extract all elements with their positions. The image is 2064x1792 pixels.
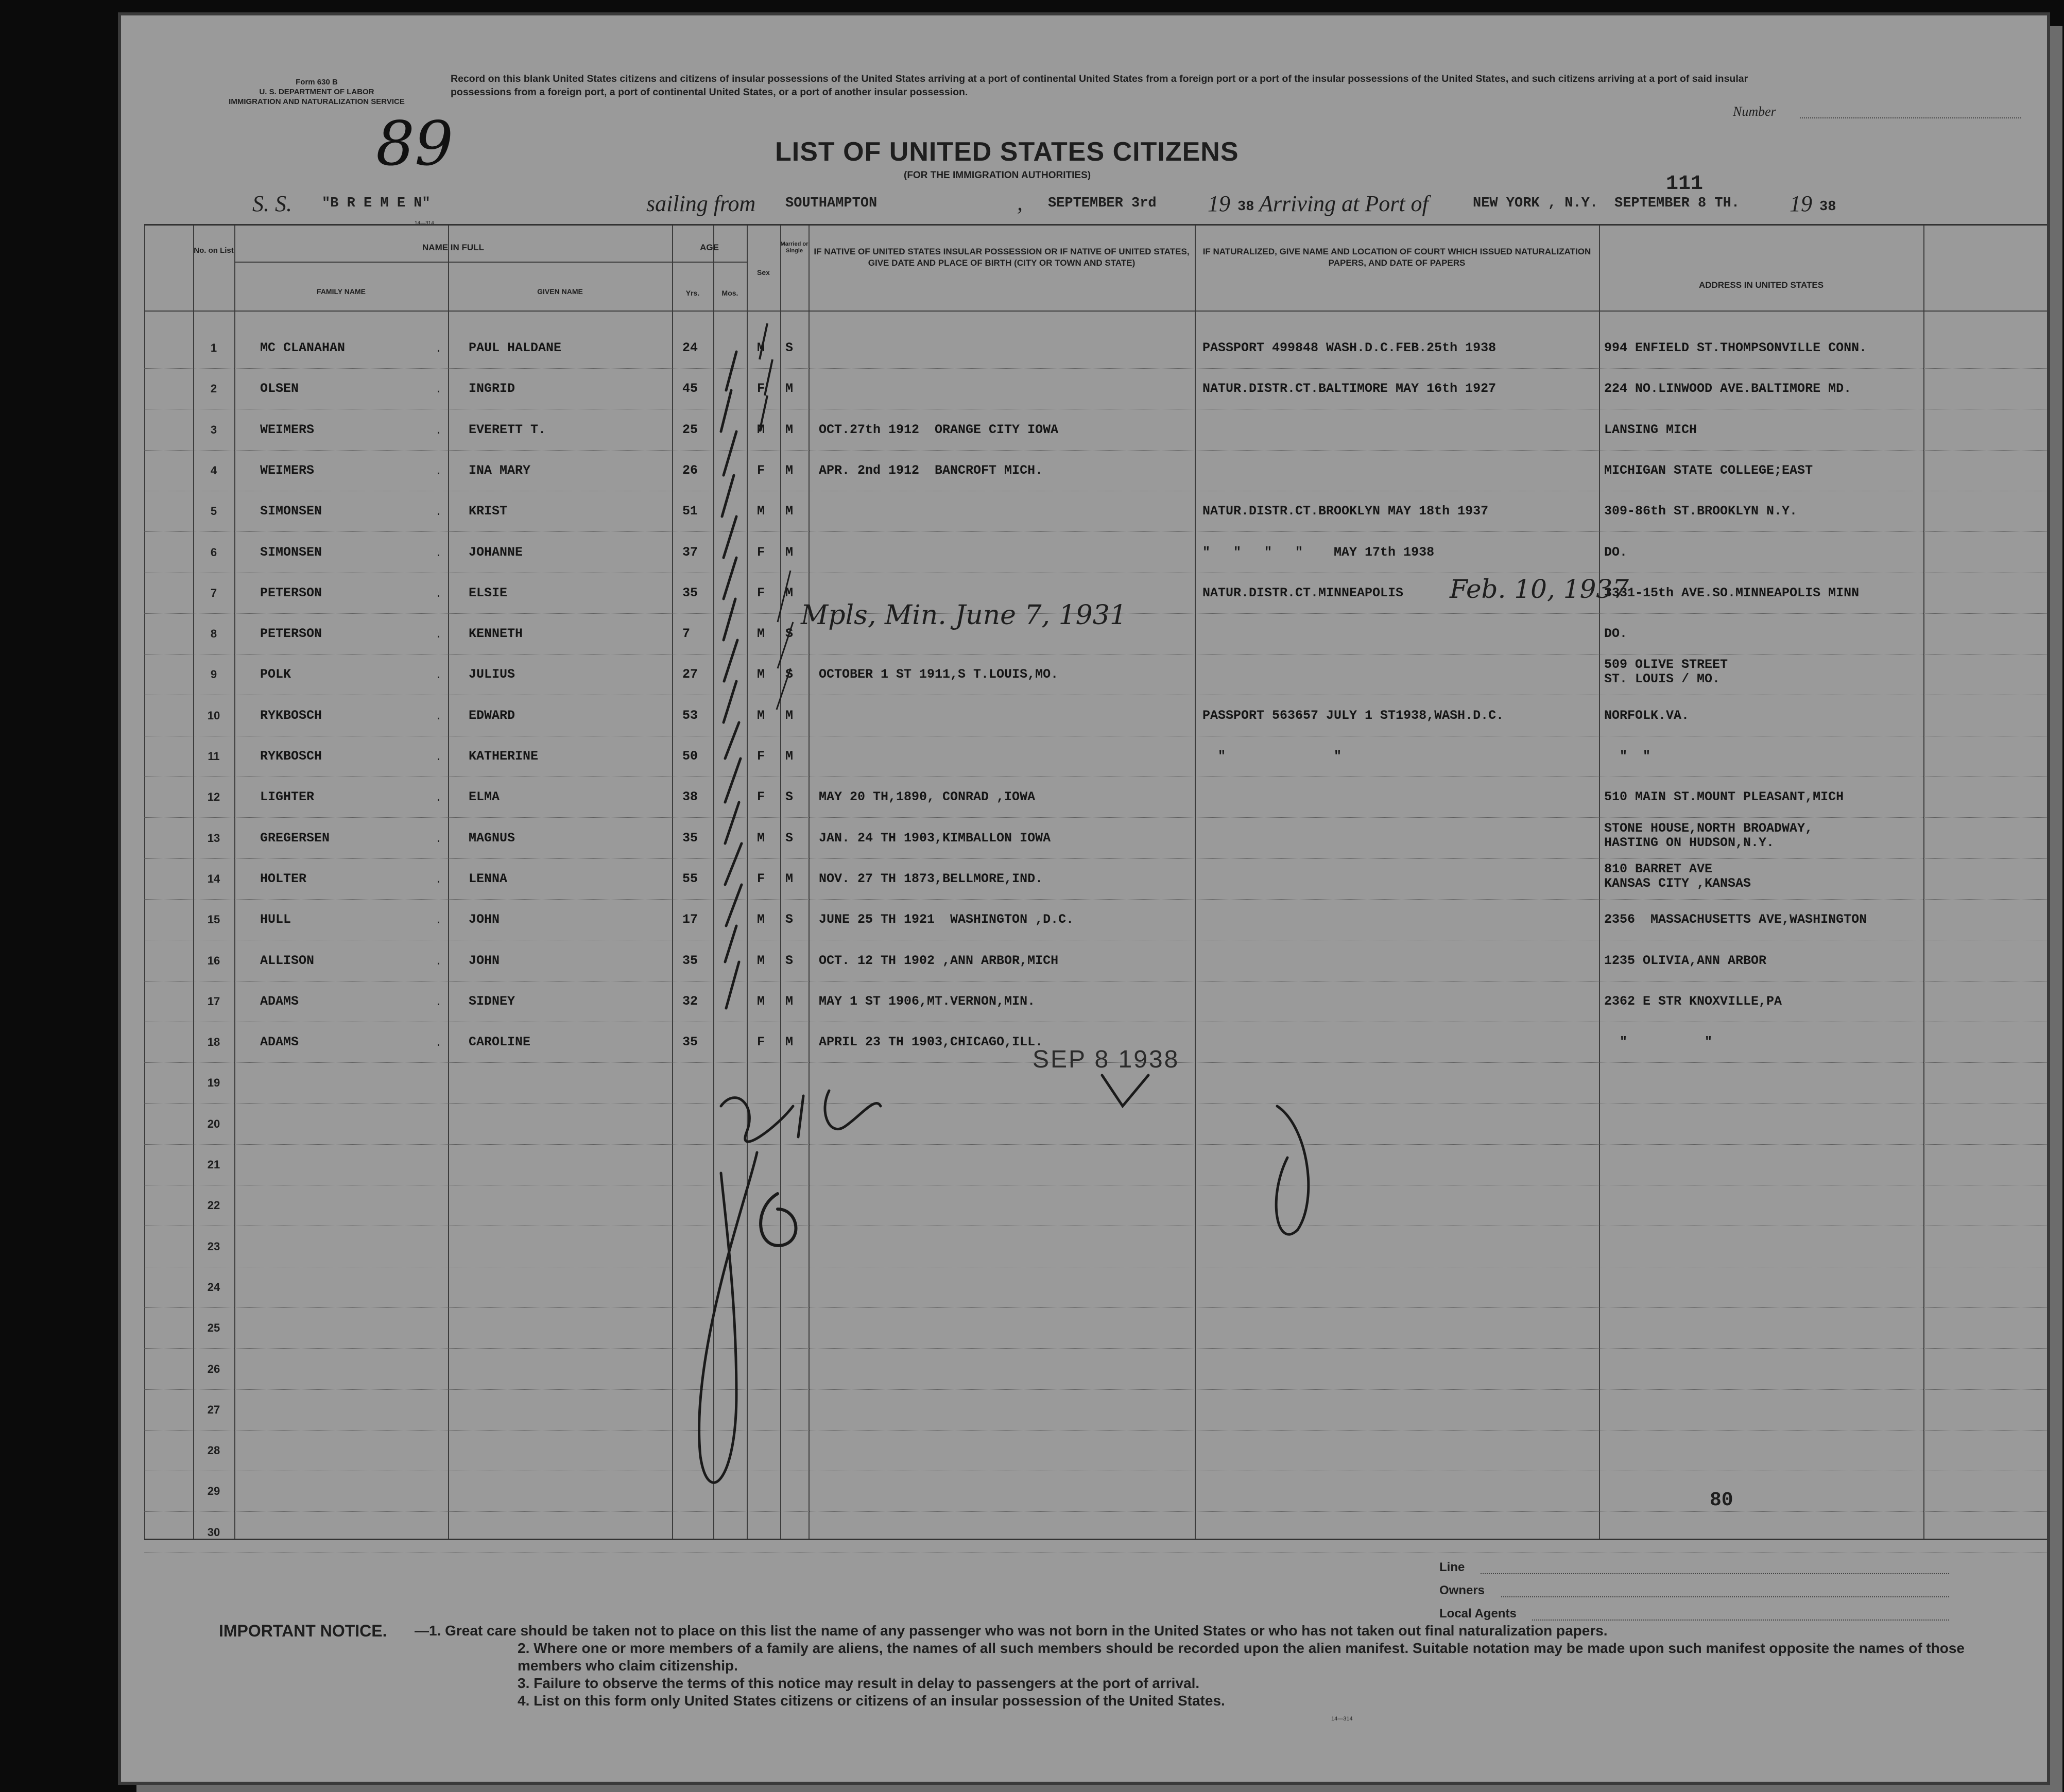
address-cell: 309-86th ST.BROOKLYN N.Y.	[1604, 504, 1798, 519]
separator-dot: .	[435, 628, 442, 642]
given-name-cell: SIDNEY	[469, 993, 515, 1009]
tick-mark	[760, 323, 772, 432]
family-name-cell: HOLTER	[260, 871, 307, 886]
address-cell: 509 OLIVE STREET ST. LOUIS / MO.	[1604, 657, 1728, 687]
header-married: Married or Single	[780, 241, 809, 254]
address-cell: " "	[1604, 1035, 1713, 1050]
birth-cell: APRIL 23 TH 1903,CHICAGO,ILL.	[819, 1035, 1043, 1050]
sex-cell: M	[757, 422, 765, 437]
given-name-cell: KATHERINE	[469, 749, 539, 764]
age-years-cell: 35	[682, 953, 698, 968]
age-years-cell: 38	[682, 789, 698, 805]
marital-status-cell: M	[785, 585, 794, 600]
birth-cell: MAY 1 ST 1906,MT.VERNON,MIN.	[819, 993, 1036, 1009]
check-mark	[724, 681, 736, 722]
sex-cell: M	[757, 830, 765, 846]
family-name-cell: OLSEN	[260, 381, 299, 397]
header-naturalized: IF NATURALIZED, GIVE NAME AND LOCATION OF COURT WHICH ISSUED NATURALIZATION PAPERS, AND DATE OF PAPERS	[1202, 247, 1591, 268]
sex-cell: M	[757, 667, 765, 682]
notice-item-2: 2. Where one or more members of a family are aliens, the names of all such members should be recorded upon the alien manifest. Suitable notation may be made upon such manifest opposite the names of those members who claim citizenship.	[518, 1640, 1965, 1674]
separator-dot: .	[435, 1037, 442, 1050]
sex-cell: M	[757, 626, 765, 642]
manifest-table	[144, 224, 2047, 1540]
signature-loop	[1276, 1106, 1309, 1234]
given-name-cell: INA MARY	[469, 462, 531, 478]
marital-status-cell: M	[785, 422, 794, 437]
header-name-in-full: NAME IN FULL	[422, 243, 484, 252]
sex-cell: F	[757, 789, 765, 805]
sex-cell: F	[757, 544, 765, 560]
row-number: 19	[207, 1076, 220, 1090]
age-years-cell: 27	[682, 667, 698, 682]
row-number: 26	[207, 1362, 220, 1375]
check-mark	[726, 352, 736, 390]
row-number: 22	[207, 1199, 220, 1212]
arrival-year-prefix: 19	[1790, 191, 1812, 216]
row-number: 11	[208, 750, 220, 763]
separator-dot: .	[435, 669, 442, 682]
service-name: IMMIGRATION AND NATURALIZATION SERVICE	[229, 97, 405, 106]
notice-item-1: —1. Great care should be taken not to place on this list the name of any passenger who was not born in the United States or who has not taken out final naturalization papers.	[415, 1623, 1608, 1639]
given-name-cell: PAUL HALDANE	[469, 340, 562, 355]
header-no-on-list: No. on List	[194, 246, 234, 255]
given-name-cell: JULIUS	[469, 667, 515, 682]
stamped-number: 111	[1666, 173, 1704, 196]
number-line	[1800, 117, 2021, 118]
header-sex: Sex	[757, 268, 770, 277]
owners-label: Owners	[1439, 1583, 1485, 1597]
naturalization-cell: PASSPORT 563657 JULY 1 ST1938,WASH.D.C.	[1202, 708, 1504, 723]
birth-cell: OCTOBER 1 ST 1911,S T.LOUIS,MO.	[819, 667, 1059, 682]
sex-cell: F	[757, 381, 765, 397]
handwritten-list-number: 89	[376, 108, 454, 179]
given-name-cell: LENNA	[469, 871, 508, 886]
separator-dot: .	[435, 914, 442, 927]
age-years-cell: 35	[682, 830, 698, 846]
birth-cell: OCT.27th 1912 ORANGE CITY IOWA	[819, 422, 1059, 437]
separator-dot: .	[435, 791, 442, 805]
address-cell: 994 ENFIELD ST.THOMPSONVILLE CONN.	[1604, 340, 1867, 355]
birth-cell: MAY 20 TH,1890, CONRAD ,IOWA	[819, 789, 1036, 805]
row-number: 14	[207, 872, 220, 885]
number-label: Number	[1733, 104, 1776, 119]
page-number: 80	[1710, 1489, 1733, 1511]
departure-year: 38	[1237, 199, 1254, 215]
departure-date: SEPTEMBER 3rd	[1048, 196, 1157, 211]
address-cell: DO.	[1604, 626, 1628, 642]
age-years-cell: 17	[682, 912, 698, 927]
ship-name: "B R E M E N"	[322, 196, 431, 211]
age-years-cell: 51	[682, 504, 698, 519]
row-number: 5	[210, 505, 217, 518]
separator-dot: .	[435, 383, 442, 397]
line-label: Line	[1439, 1560, 1465, 1574]
row-number: 20	[207, 1117, 220, 1130]
naturalization-cell: " " " " MAY 17th 1938	[1202, 544, 1435, 560]
age-years-cell: 35	[682, 585, 698, 600]
birth-cell: JUNE 25 TH 1921 WASHINGTON ,D.C.	[819, 912, 1074, 927]
given-name-cell: KRIST	[469, 504, 508, 519]
check-mark	[722, 475, 734, 516]
age-years-cell: 26	[682, 462, 698, 478]
row-number: 25	[207, 1321, 220, 1335]
age-years-cell: 32	[682, 993, 698, 1009]
given-name-cell: JOHANNE	[469, 544, 523, 560]
sex-cell: F	[757, 585, 765, 600]
row-number: 17	[207, 994, 220, 1008]
separator-dot: .	[435, 751, 442, 764]
family-name-cell: GREGERSEN	[260, 830, 330, 846]
header-months: Mos.	[721, 289, 738, 297]
row-number: 8	[210, 627, 217, 641]
family-name-cell: RYKBOSCH	[260, 749, 322, 764]
check-mark	[724, 432, 736, 475]
check-mark	[724, 599, 735, 640]
row-number: 2	[210, 382, 217, 395]
arriving-label: Arriving at Port of	[1259, 191, 1429, 216]
header-family-name: FAMILY NAME	[317, 287, 366, 296]
row-number: 6	[210, 545, 217, 559]
check-mark	[724, 516, 736, 558]
age-years-cell: 7	[682, 626, 691, 642]
arrival-stamp: SEP 8 1938	[1033, 1046, 1180, 1073]
row-number: 13	[207, 831, 220, 845]
marital-status-cell: M	[785, 993, 794, 1009]
marital-status-cell: M	[785, 1035, 794, 1050]
naturalization-cell: NATUR.DISTR.CT.MINNEAPOLIS	[1202, 585, 1404, 600]
naturalization-cell: " "	[1202, 749, 1342, 764]
row-number: 28	[207, 1444, 220, 1457]
sex-cell: M	[757, 953, 765, 968]
age-years-cell: 37	[682, 544, 698, 560]
family-name-cell: POLK	[260, 667, 291, 682]
ruler-dot	[762, 473, 772, 483]
check-mark	[726, 962, 739, 1008]
row-number: 24	[207, 1280, 220, 1294]
sex-cell: M	[757, 912, 765, 927]
birth-cell: APR. 2nd 1912 BANCROFT MICH.	[819, 462, 1043, 478]
record-instructions: Record on this blank United States citizens and citizens of insular possessions of the United States arriving at a port of continental United States from a foreign port or a port of the insular possessions of the United States, and such citizens arriving at a port of said insular possessions from a foreign port, a port of continental United States, or a port of another insular possession.	[451, 73, 1748, 98]
row-number: 29	[207, 1485, 220, 1498]
page-title: LIST OF UNITED STATES CITIZENS	[775, 137, 1239, 167]
check-mark	[725, 843, 742, 885]
check-mark	[725, 759, 741, 802]
given-name-cell: EDWARD	[469, 708, 515, 723]
sex-cell: F	[757, 1035, 765, 1050]
form-number: Form 630 B	[296, 78, 338, 87]
family-name-cell: SIMONSEN	[260, 504, 322, 519]
row-number: 4	[210, 463, 217, 477]
address-cell: 3331-15th AVE.SO.MINNEAPOLIS MINN	[1604, 585, 1860, 600]
marital-status-cell: M	[785, 462, 794, 478]
given-name-cell: MAGNUS	[469, 830, 515, 846]
sex-cell: F	[757, 749, 765, 764]
family-name-cell: WEIMERS	[260, 422, 315, 437]
marital-status-cell: M	[785, 749, 794, 764]
address-cell: LANSING MICH	[1604, 422, 1697, 437]
notice-item-3: 3. Failure to observe the terms of this notice may result in delay to passengers at the port of arrival.	[518, 1675, 1200, 1691]
sex-cell: M	[757, 708, 765, 723]
sex-cell: F	[757, 871, 765, 886]
header-age: AGE	[700, 243, 719, 252]
given-name-cell: JOHN	[469, 953, 500, 968]
row-number: 16	[207, 954, 220, 967]
line-field	[1481, 1573, 1949, 1574]
department-name: U. S. DEPARTMENT OF LABOR	[259, 88, 374, 96]
separator-dot: .	[435, 424, 442, 437]
row-number: 1	[210, 341, 217, 354]
address-cell: NORFOLK.VA.	[1604, 708, 1690, 723]
check-mark	[724, 640, 737, 681]
arrival-year: 38	[1819, 199, 1836, 215]
given-name-cell: ELMA	[469, 789, 500, 805]
birth-cell: NOV. 27 TH 1873,BELLMORE,IND.	[819, 871, 1043, 886]
address-cell: 1235 OLIVIA,ANN ARBOR	[1604, 953, 1767, 968]
footer-code: 14—314	[1331, 1716, 1353, 1722]
age-years-cell: 53	[682, 708, 698, 723]
family-name-cell: ADAMS	[260, 1035, 299, 1050]
separator-dot: .	[435, 873, 442, 886]
bracket-marks	[736, 1188, 819, 1405]
header-given-name: GIVEN NAME	[537, 287, 583, 296]
owners-field	[1501, 1596, 1949, 1597]
header-address: ADDRESS IN UNITED STATES	[1698, 280, 1824, 290]
family-name-cell: HULL	[260, 912, 291, 927]
arrival-date: SEPTEMBER 8 TH.	[1614, 196, 1740, 211]
row-number: 3	[210, 423, 217, 436]
header-years: Yrs.	[685, 289, 700, 297]
family-name-cell: SIMONSEN	[260, 544, 322, 560]
marital-status-cell: M	[785, 871, 794, 886]
row-number: 12	[207, 790, 220, 804]
local-agents-label: Local Agents	[1439, 1607, 1517, 1621]
row-number: 27	[207, 1403, 220, 1416]
sex-cell: M	[757, 340, 765, 355]
separator-dot: .	[435, 464, 442, 478]
row-number: 18	[207, 1036, 220, 1049]
address-cell: 2362 E STR KNOXVILLE,PA	[1604, 993, 1782, 1009]
age-years-cell: 45	[682, 381, 698, 397]
form-reference	[198, 77, 435, 107]
marital-status-cell: S	[785, 830, 794, 846]
handwritten-naturalization-date: Feb. 10, 1937	[1450, 574, 1629, 604]
check-mark	[725, 926, 736, 962]
marital-status-cell: S	[785, 667, 794, 682]
separator-dot: .	[435, 955, 442, 968]
given-name-cell: CAROLINE	[469, 1035, 531, 1050]
marital-status-cell: M	[785, 544, 794, 560]
row-number: 7	[210, 586, 217, 599]
family-name-cell: MC CLANAHAN	[260, 340, 346, 355]
marital-status-cell: S	[785, 340, 794, 355]
family-name-cell: WEIMERS	[260, 462, 315, 478]
local-agents-field	[1532, 1619, 1949, 1621]
separator-dot: .	[435, 587, 442, 600]
address-cell: STONE HOUSE,NORTH BROADWAY, HASTING ON HUDSON,N.Y.	[1604, 820, 1813, 850]
given-name-cell: ELSIE	[469, 585, 508, 600]
address-cell: 224 NO.LINWOOD AVE.BALTIMORE MD.	[1604, 381, 1852, 397]
handwritten-birthplace: Mpls, Min. June 7, 1931	[801, 600, 1127, 631]
check-mark	[724, 558, 736, 599]
marital-status-cell: M	[785, 381, 794, 397]
separator-dot: .	[435, 832, 442, 846]
birth-cell: JAN. 24 TH 1903,KIMBALLON IOWA	[819, 830, 1051, 846]
marital-status-cell: S	[785, 789, 794, 805]
naturalization-cell: NATUR.DISTR.CT.BROOKLYN MAY 18th 1937	[1202, 504, 1489, 519]
address-cell: 2356 MASSACHUSETTS AVE,WASHINGTON	[1604, 912, 1867, 927]
page-subtitle: (FOR THE IMMIGRATION AUTHORITIES)	[904, 170, 1091, 181]
sex-cell: F	[757, 462, 765, 478]
check-mark	[725, 722, 739, 759]
ss-label: S. S.	[252, 191, 292, 216]
printer-code: 14—314	[415, 220, 434, 226]
family-name-cell: PETERSON	[260, 585, 322, 600]
separator-dot: .	[435, 506, 442, 519]
row-number: 21	[207, 1158, 220, 1171]
given-name-cell: KENNETH	[469, 626, 523, 642]
age-years-cell: 24	[682, 340, 698, 355]
marital-status-cell: M	[785, 708, 794, 723]
address-cell: 810 BARRET AVE KANSAS CITY ,KANSAS	[1604, 861, 1751, 891]
family-name-cell: ADAMS	[260, 993, 299, 1009]
age-years-cell: 25	[682, 422, 698, 437]
given-name-cell: JOHN	[469, 912, 500, 927]
family-name-cell: PETERSON	[260, 626, 322, 642]
departure-port: SOUTHAMPTON	[785, 196, 878, 211]
row-number: 10	[207, 709, 220, 722]
address-cell: DO.	[1604, 544, 1628, 560]
age-years-cell: 55	[682, 871, 698, 886]
arrival-port: NEW YORK , N.Y.	[1473, 196, 1598, 211]
check-mark	[725, 802, 739, 843]
age-years-cell: 50	[682, 749, 698, 764]
separator-dot: .	[435, 710, 442, 723]
row-number: 15	[207, 913, 220, 926]
departure-year-prefix: 19	[1208, 191, 1230, 216]
address-cell: MICHIGAN STATE COLLEGE;EAST	[1604, 462, 1813, 478]
notice-item-4: 4. List on this form only United States citizens or citizens of an insular possession of the United States.	[518, 1693, 1225, 1709]
marital-status-cell: S	[785, 912, 794, 927]
check-mark	[726, 885, 742, 926]
family-name-cell: LIGHTER	[260, 789, 315, 805]
given-name-cell: INGRID	[469, 381, 515, 397]
address-cell: 510 MAIN ST.MOUNT PLEASANT,MICH	[1604, 789, 1844, 805]
notice-label: IMPORTANT NOTICE.	[219, 1622, 387, 1640]
check-mark	[721, 390, 731, 432]
signature-stroke	[1102, 1075, 1148, 1106]
separator-dot: .	[435, 342, 442, 355]
manifest-page: Form 630 B U. S. DEPARTMENT OF LABOR IMMIGRATION AND NATURALIZATION SERVICE Record on this blank United States citizens and citizens of insular possessions of the United States arriving at a port of continental United States from a foreign port or a port of the insular possessions of the United States, and such citizens arriving at a port of said insular possessions from a foreign port, a port of continental United States, or a port of another insular possession. Number 89 LIST OF UNITED STATES CITIZENS (FOR THE IMMIGRATION AUTHORITIES) 111 S. S. "B R E M E N" sailing from SOUTHAMPTON , SEPTEMBER 3rd 19 38 Arriving at Port of NEW YORK , N.Y. SEPTEMBER 8 TH. 19 38 14—314 No. on List NAME IN FULL FAMILY NAME GIVEN NAME AGE Yrs. Mos. Sex Married or Single IF NATIVE OF UNITED STATES INSULAR POSSESSION OR IF NATIVE OF UNITED STATES, GIVE DATE AND PLACE OF BIRTH (CITY OR TOWN AND STATE) IF NATURALIZED, GIVE NAME AND LOCATION OF COURT WHICH ISSUED NATURALIZATION PAPERS, AND DATE OF PAPERS ADDRESS IN UNITED STATES 1 MC CLANAHAN PAUL HALDANE 24 M S PASSPORT 499848 WASH.D.C.FEB.25th 1938 994 ENFIELD ST.THOMPSONVILLE CONN. . 2 OLSEN INGRID 45 F M NATUR.DISTR.CT.BALTIMORE MAY 16th 1927 224 NO.LINWOOD AVE.BALTIMORE MD. . 3 WEIMERS EVERETT T. 25 M M OCT.27th 1912 ORANGE CITY IOWA LANSING MICH . 4 WEIMERS INA MARY 26 F M APR. 2nd 1912 BANCROFT MICH. MICHIGAN STATE COLLEGE;EAST . 5 SIMONSEN KRIST 51 M M NATUR.DISTR.CT.BROOKLYN MAY 18th 1937 309-86th ST.BROOKLYN N.Y. . 6 SIMONSEN JOHANNE 37 F M " " " " MAY 17th 1938 DO. . 7 PETERSON ELSIE 35 F M NATUR.DISTR.CT.MINNEAPOLIS 3331-15th AVE.SO.MINNEAPOLIS MINN . 8 PETERSON KENNETH 7 M S DO. . 9 POLK JULIUS 27 M S OCTOBER 1 ST 1911,S T.LOUIS,MO. 509 OLIVE STREET ST. LOUIS / MO. . 10 RYKBOSCH EDWARD 53 M M PASSPORT 563657 JULY 1 ST1938,WASH.D.C. NORFOLK.VA. . 11 RYKBOSCH KATHERINE 50 F M " " " " . 12 LIGHTER ELMA 38 F S MAY 20 TH,1890, CONRAD ,IOWA 510 MAIN ST.MOUNT PLEASANT,MICH . 13 GREGERSEN MAGNUS 35 M S JAN. 24 TH 1903,KIMBALLON IOWA STONE HOUSE,NORTH BROADWAY, HASTING ON HUDSON,N.Y. . 14 HOLTER LENNA 55 F M NOV. 27 TH 1873,BELLMORE,IND. 810 BARRET AVE KANSAS CITY ,KANSAS . 15 HULL JOHN 17 M S JUNE 25 TH 1921 WASHINGTON ,D.C. 2356 MASSACHUSETTS AVE,WASHINGTON . 16 ALLISON JOHN 35 M S OCT. 12 TH 1902 ,ANN ARBOR,MICH 1235 OLIVIA,ANN ARBOR . 17 ADAMS SIDNEY 32 M M MAY 1 ST 1906,MT.VERNON,MIN. 2362 E STR KNOXVILLE,PA . 18 ADAMS CAROLINE 35 F M APRIL 23 TH 1903,CHICAGO,ILL. " " . 19 20 21 22 23 24 25 26 27 28 29 30 Mpls, Min. June 7, 1931 Feb. 10, 1937 SEP 8 1938 80 Line Owners Local Agents IMPORTANT NOTICE. —1. Great care should be taken not to place on this list the name of any passenger who was not born in the United States or who has not taken out final naturalization papers. 2. Where one or more members of a family are aliens, the names of all such members should be recorded upon the alien manifest. Suitable notation may be made upon such manifest opposite the names of those members who claim citizenship. 3. Failure to observe the terms of this notice may result in delay to passengers at the port of arrival. 4. List on this form only United States citizens or citizens of an insular possession of the United States. 14—314	[121, 15, 2047, 1782]
sex-cell: M	[757, 993, 765, 1009]
family-name-cell: ALLISON	[260, 953, 315, 968]
marital-status-cell: S	[785, 953, 794, 968]
row-number: 23	[207, 1239, 220, 1253]
sailing-label: sailing from	[646, 191, 756, 216]
sex-cell: M	[757, 504, 765, 519]
separator-dot: .	[435, 995, 442, 1009]
birth-cell: OCT. 12 TH 1902 ,ANN ARBOR,MICH	[819, 953, 1059, 968]
address-cell: " "	[1604, 749, 1651, 764]
marital-status-cell: S	[785, 626, 794, 642]
signature-stroke	[798, 1091, 881, 1137]
row-number: 30	[207, 1525, 220, 1539]
age-years-cell: 35	[682, 1035, 698, 1050]
separator-dot: .	[435, 546, 442, 560]
row-number: 9	[210, 668, 217, 681]
given-name-cell: EVERETT T.	[469, 422, 546, 437]
naturalization-cell: PASSPORT 499848 WASH.D.C.FEB.25th 1938	[1202, 340, 1497, 355]
family-name-cell: RYKBOSCH	[260, 708, 322, 723]
header-native: IF NATIVE OF UNITED STATES INSULAR POSSESSION OR IF NATIVE OF UNITED STATES, GIVE DATE AND PLACE OF BIRTH (CITY OR TOWN AND STATE)	[814, 247, 1190, 268]
naturalization-cell: NATUR.DISTR.CT.BALTIMORE MAY 16th 1927	[1202, 381, 1497, 397]
marital-status-cell: M	[785, 504, 794, 519]
